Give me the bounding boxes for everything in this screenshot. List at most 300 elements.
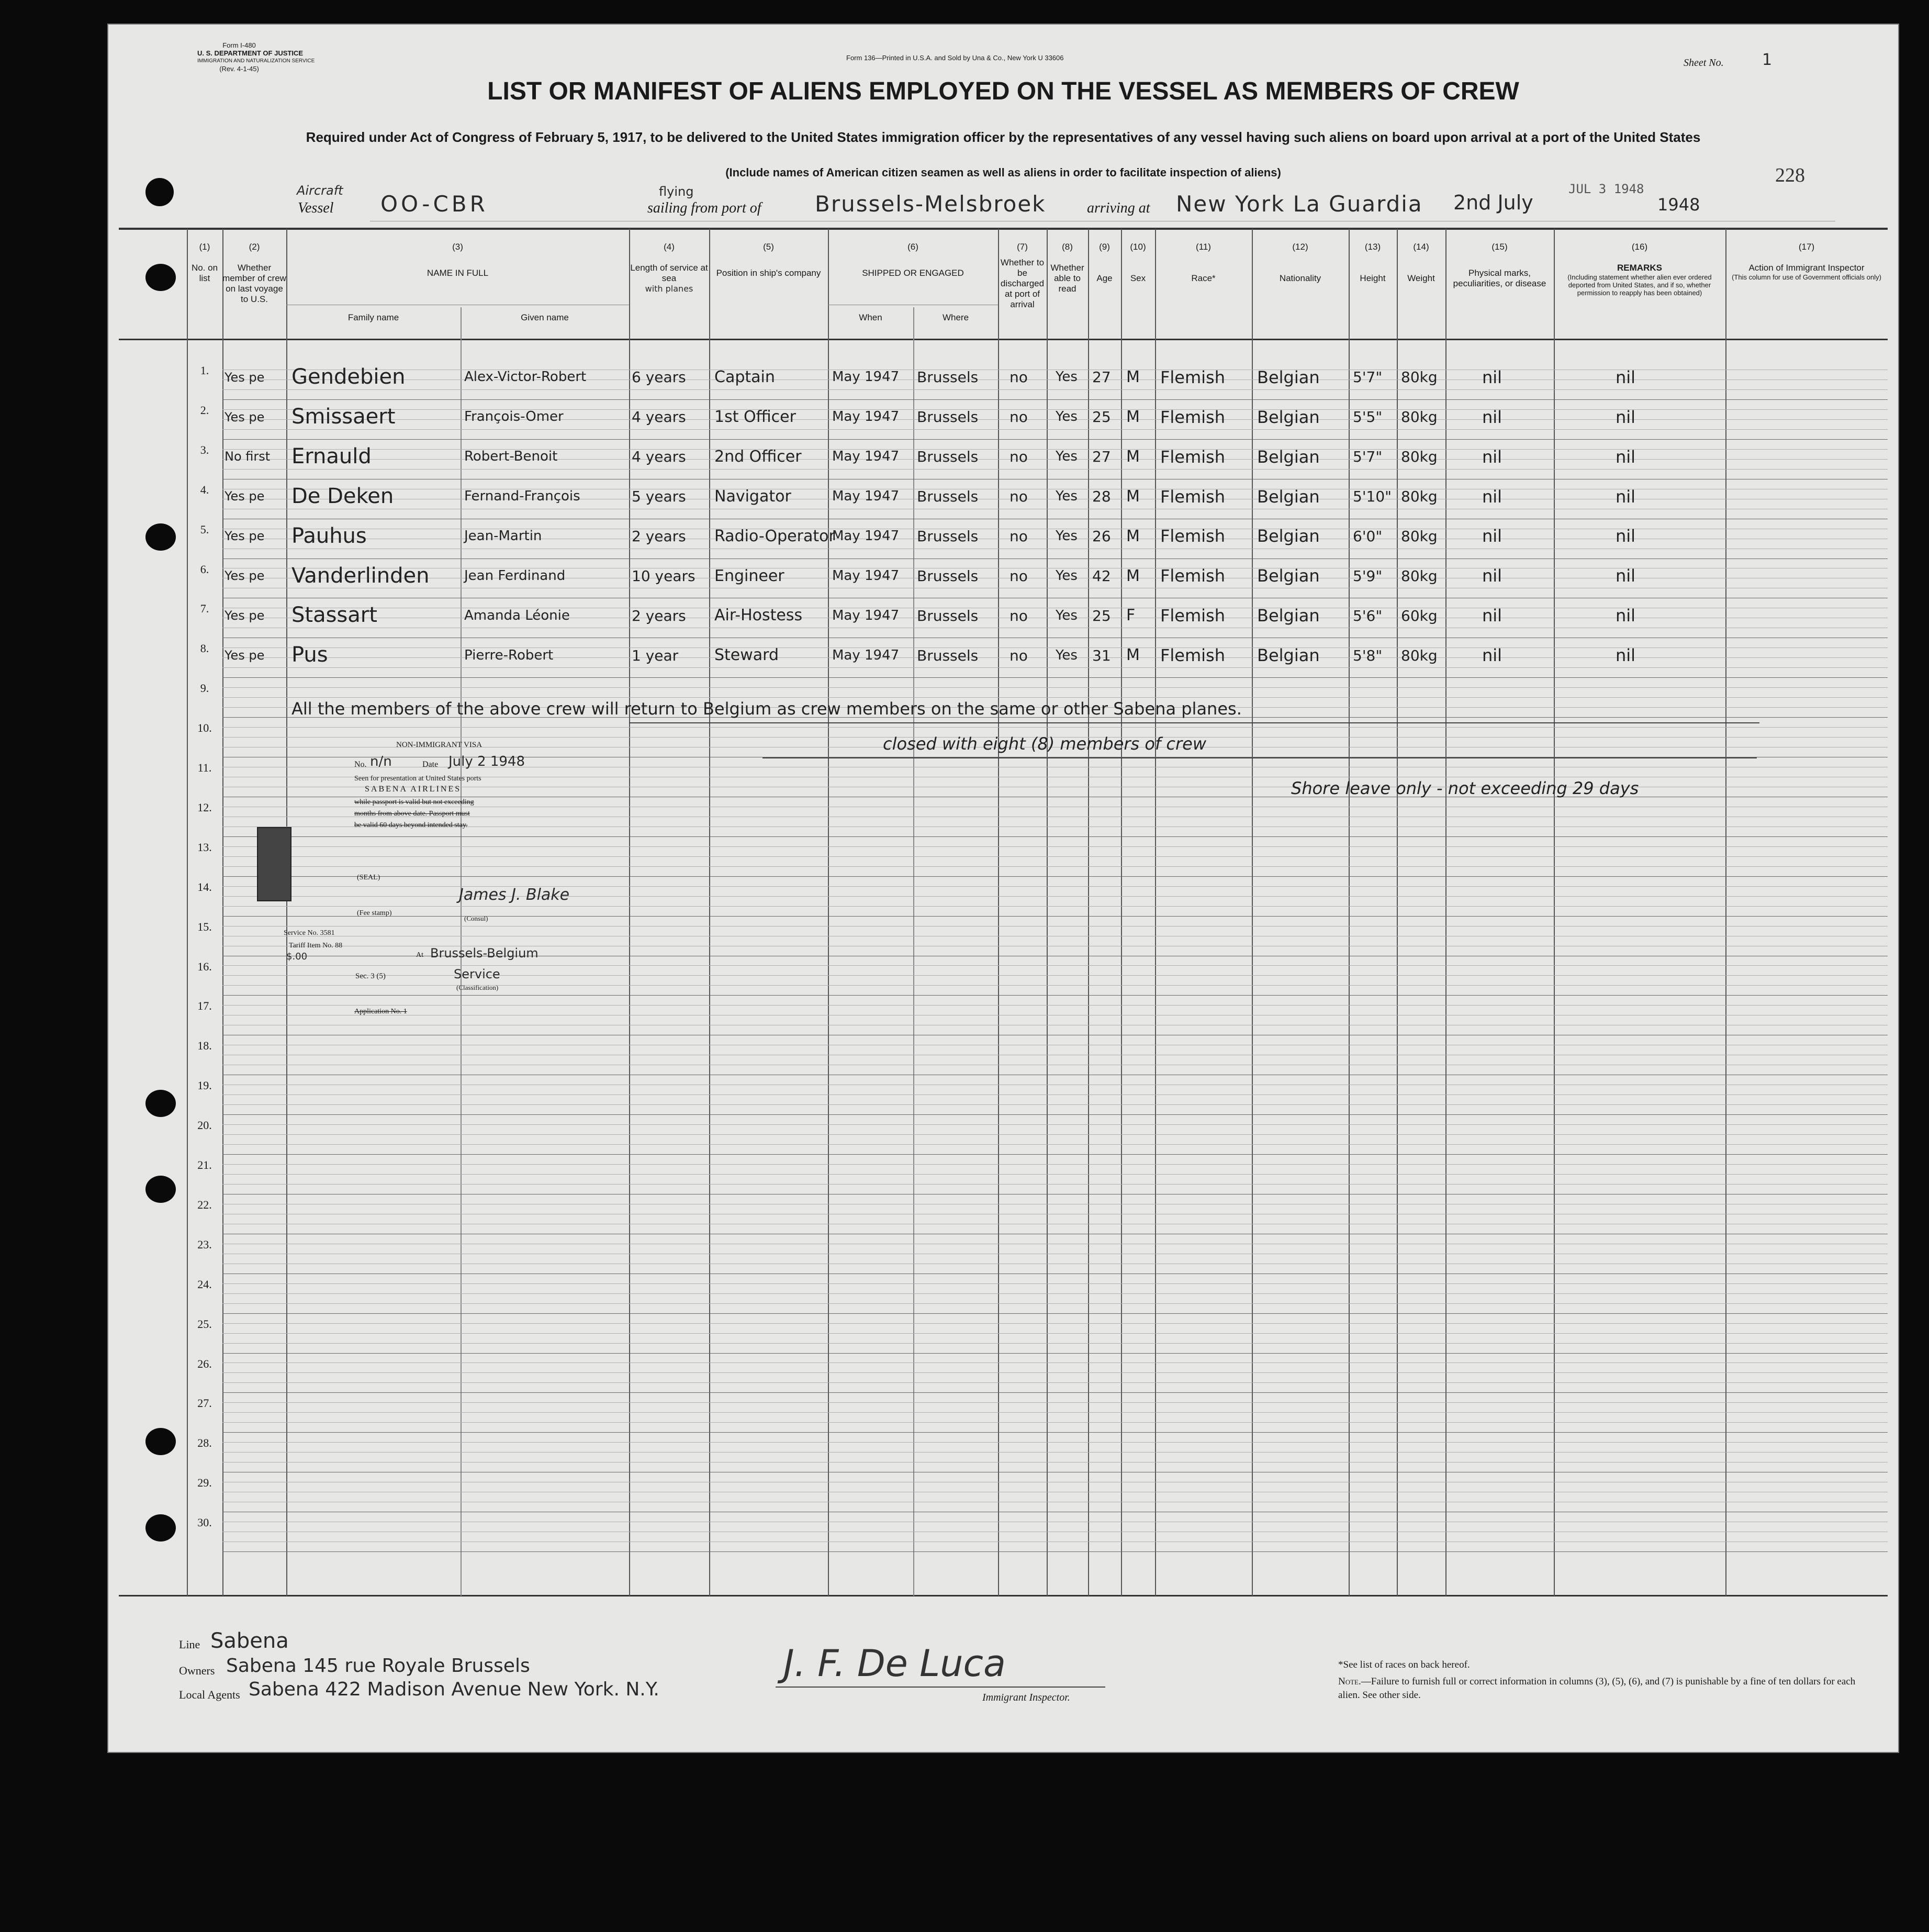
ruling-line <box>222 856 1888 857</box>
row-number: 1. <box>200 364 209 377</box>
col-7-label: Whether to be discharged at port of arrival <box>1000 258 1045 309</box>
crew-age: 31 <box>1092 646 1111 664</box>
visa-fee: $.00 <box>286 951 308 962</box>
ruling-line <box>222 1323 1888 1324</box>
ruling-line <box>222 1144 1888 1145</box>
ruling-line <box>222 1422 1888 1423</box>
consul-signature: James J. Blake <box>459 886 570 904</box>
crew-sex: F <box>1126 606 1136 625</box>
row-number: 17. <box>197 999 212 1013</box>
col-16-label: REMARKS <box>1617 263 1662 273</box>
col-10-label: Sex <box>1130 273 1146 283</box>
crew-sex: M <box>1126 447 1140 466</box>
service: IMMIGRATION AND NATURALIZATION SERVICE <box>197 58 315 64</box>
col-11-label: Race* <box>1191 273 1216 283</box>
punch-hole <box>145 178 174 206</box>
ruling-line <box>222 399 1888 400</box>
crew-family-name: Stassart <box>291 603 377 628</box>
ruling-line <box>222 1303 1888 1304</box>
crew-given-name: François-Omer <box>464 409 564 425</box>
visa-application: Application No. 1 <box>354 1008 407 1015</box>
punch-hole <box>145 523 176 551</box>
manifest-sheet <box>107 24 1899 1753</box>
shipped-when-header: When <box>859 312 882 322</box>
col-divider-15 <box>1445 229 1446 1596</box>
arrival-port: New York La Guardia <box>1176 191 1423 217</box>
received-date-stamp: JUL 3 1948 <box>1568 182 1644 196</box>
crew-weight: 80kg <box>1401 487 1438 505</box>
row-10-note: closed with eight (8) members of crew <box>883 734 1207 754</box>
crew-prev-voyage: No first <box>225 449 271 464</box>
crew-engaged-where: Brussels <box>917 487 979 505</box>
crew-position: Captain <box>714 368 775 386</box>
col-14-label: Weight <box>1407 273 1435 283</box>
visa-line-1: Seen for presentation at United States ports <box>354 775 481 783</box>
ruling-line <box>222 389 1888 390</box>
crew-weight: 60kg <box>1401 607 1438 624</box>
col-4-label: Length of service at sea <box>630 263 708 283</box>
row-number: 11. <box>197 761 212 774</box>
crew-age: 42 <box>1092 567 1111 585</box>
row-number: 29. <box>197 1476 212 1490</box>
col-4-note: with planes <box>645 284 693 294</box>
crew-race: Flemish <box>1160 606 1225 626</box>
col-17-num: (17) <box>1798 242 1815 252</box>
row-9-underline <box>629 722 1759 723</box>
printer-line: Form 136—Printed in U.S.A. and Sold by Una & Co., New York U 33606 <box>846 54 1064 62</box>
crew-able-to-read: Yes <box>1056 449 1078 465</box>
ruling-line <box>222 1353 1888 1354</box>
col-12-label: Nationality <box>1279 273 1321 283</box>
ruling-line <box>222 1343 1888 1344</box>
crew-discharge: no <box>1010 368 1028 386</box>
form-id-block <box>197 41 315 73</box>
fine-note <box>1338 1675 1861 1702</box>
footer-agents-value: Sabena 422 Madison Avenue New York. N.Y. <box>249 1679 659 1700</box>
row-9-note: All the members of the above crew will return to Belgium as crew members on the same or other Sabena planes. <box>291 699 1242 719</box>
col-8-label: Whether able to read <box>1050 263 1084 294</box>
row-number: 30. <box>197 1516 212 1529</box>
crew-position: Radio-Operator <box>714 527 835 545</box>
col-9-label: Age <box>1096 273 1113 283</box>
row-number: 8. <box>200 642 209 655</box>
row-number: 26. <box>197 1357 212 1370</box>
row-number: 16. <box>197 959 212 973</box>
col-14-num: (14) <box>1413 242 1429 252</box>
row-number: 2. <box>200 403 209 417</box>
crew-nationality: Belgian <box>1257 566 1320 586</box>
crew-physical-marks: nil <box>1482 645 1502 666</box>
crew-position: 1st Officer <box>714 407 796 426</box>
row-number: 20. <box>197 1119 212 1132</box>
crew-engaged-when: May 1947 <box>832 449 900 465</box>
col-5-num: (5) <box>763 242 774 252</box>
crew-family-name: De Deken <box>291 484 394 508</box>
crew-service-length: 4 years <box>632 448 686 465</box>
row-number: 27. <box>197 1397 212 1410</box>
col-16-note: (Including statement whether alien ever ordered deported from United States, and if so, whether permission to reapply has been obtained) <box>1567 273 1712 297</box>
crew-discharge: no <box>1010 408 1028 426</box>
col-11-num: (11) <box>1196 242 1211 252</box>
row-number: 23. <box>197 1237 212 1251</box>
crew-race: Flemish <box>1160 526 1225 546</box>
col-15-label: Physical marks, peculiarities, or disease <box>1453 268 1546 288</box>
form-title: LIST OR MANIFEST OF ALIENS EMPLOYED ON THE VESSEL AS MEMBERS OF CREW <box>487 77 1519 105</box>
arrival-year: 1948 <box>1657 195 1700 215</box>
col-17-header <box>1725 242 1888 281</box>
ruling-line <box>222 1124 1888 1125</box>
crew-nationality: Belgian <box>1257 606 1320 626</box>
crew-age: 26 <box>1092 527 1111 545</box>
crew-weight: 80kg <box>1401 646 1438 664</box>
crew-sex: M <box>1126 566 1140 585</box>
row-number: 9. <box>200 682 209 695</box>
row-number: 14. <box>197 880 212 894</box>
col-10-num: (10) <box>1130 242 1146 252</box>
crew-engaged-where: Brussels <box>917 368 979 386</box>
col-divider-3 <box>286 229 287 1596</box>
ruling-line <box>222 1551 1888 1552</box>
row-number: 7. <box>200 602 209 616</box>
ruling-line <box>222 1452 1888 1453</box>
col-divider-5 <box>709 229 710 1596</box>
crew-given-name: Amanda Léonie <box>464 607 570 623</box>
ruling-line <box>222 1283 1888 1284</box>
crew-given-name: Pierre-Robert <box>464 647 554 663</box>
col-divider-1 <box>187 229 188 1596</box>
visa-no-value: n/n <box>370 754 392 769</box>
ruling-line <box>222 995 1888 996</box>
visa-line-3: while passport is valid but not exceeding <box>354 798 474 806</box>
crew-service-length: 6 years <box>632 368 686 386</box>
ruling-line <box>222 866 1888 867</box>
visa-seal: (SEAL) <box>357 874 380 881</box>
crew-engaged-when: May 1947 <box>832 607 900 623</box>
crew-physical-marks: nil <box>1482 486 1502 507</box>
crew-prev-voyage: Yes pe <box>225 370 265 385</box>
col-17-label: Action of Immigrant Inspector <box>1748 263 1865 273</box>
ruling-line <box>222 1174 1888 1175</box>
col-2-header <box>222 242 286 305</box>
col-14-header <box>1397 242 1445 284</box>
crew-remarks: nil <box>1616 606 1636 626</box>
vessel-name: OO-CBR <box>380 191 488 217</box>
crew-service-length: 2 years <box>632 527 686 545</box>
col-13-label: Height <box>1360 273 1386 283</box>
col-1-num: (1) <box>199 242 210 252</box>
crew-able-to-read: Yes <box>1056 607 1078 623</box>
ruling-line <box>222 876 1888 877</box>
row-number: 12. <box>197 800 212 814</box>
crew-race: Flemish <box>1160 367 1225 387</box>
visa-sec-label: Sec. 3 (5) <box>355 972 386 980</box>
col-15-header <box>1445 242 1554 289</box>
crew-family-name: Smissaert <box>291 404 396 429</box>
col-divider-9 <box>1088 229 1089 1596</box>
col-16-header <box>1554 242 1725 297</box>
row-10-underline <box>762 757 1757 758</box>
ruling-line <box>222 469 1888 470</box>
ruling-line <box>222 1104 1888 1105</box>
crew-nationality: Belgian <box>1257 486 1320 507</box>
crew-nationality: Belgian <box>1257 367 1320 387</box>
ruling-line <box>222 1154 1888 1155</box>
footer-owners-value: Sabena 145 rue Royale Brussels <box>226 1655 530 1677</box>
visa-classification-label: (Classification) <box>456 984 499 991</box>
form-note: (Include names of American citizen seamen as well as aliens in order to facilitate inspection of aliens) <box>725 166 1281 179</box>
crew-remarks: nil <box>1616 566 1636 586</box>
crew-family-name: Pus <box>291 643 328 667</box>
crew-remarks: nil <box>1616 486 1636 507</box>
col-6-header <box>828 242 998 278</box>
crew-engaged-where: Brussels <box>917 646 979 664</box>
col-4-num: (4) <box>664 242 675 252</box>
ruling-line <box>222 697 1888 698</box>
ruling-line <box>222 1402 1888 1403</box>
col-11-header <box>1155 242 1252 284</box>
ruling-line <box>222 1293 1888 1294</box>
col-divider-7 <box>998 229 999 1596</box>
col-6-label: SHIPPED OR ENGAGED <box>862 268 964 278</box>
crew-age: 28 <box>1092 487 1111 505</box>
col-divider-8 <box>1047 229 1048 1596</box>
crew-race: Flemish <box>1160 446 1225 467</box>
col-16-num: (16) <box>1631 242 1648 252</box>
crew-discharge: no <box>1010 567 1028 585</box>
crew-height: 5'8" <box>1353 646 1383 664</box>
crew-discharge: no <box>1010 527 1028 545</box>
ruling-line <box>222 1372 1888 1373</box>
row-number: 13. <box>197 840 212 854</box>
punch-hole <box>145 1514 176 1542</box>
rev: (Rev. 4-1-45) <box>219 65 259 73</box>
crew-remarks: nil <box>1616 446 1636 467</box>
col-15-num: (15) <box>1491 242 1508 252</box>
fee-stamp-image <box>257 827 291 901</box>
crew-height: 5'7" <box>1353 368 1383 386</box>
crew-prev-voyage: Yes pe <box>225 409 265 425</box>
family-name-header: Family name <box>347 312 399 322</box>
crew-service-length: 5 years <box>632 487 686 505</box>
ruling-line <box>222 846 1888 847</box>
crew-physical-marks: nil <box>1482 367 1502 387</box>
crew-nationality: Belgian <box>1257 526 1320 546</box>
crew-service-length: 10 years <box>632 567 696 585</box>
crew-remarks: nil <box>1616 407 1636 427</box>
visa-title: NON-IMMIGRANT VISA <box>396 741 483 749</box>
crew-engaged-where: Brussels <box>917 408 979 426</box>
col-divider-16 <box>1554 229 1555 1596</box>
ruling-line <box>222 1392 1888 1393</box>
crew-engaged-when: May 1947 <box>832 369 900 385</box>
crew-engaged-when: May 1947 <box>832 567 900 584</box>
ruling-line <box>222 1005 1888 1006</box>
crew-discharge: no <box>1010 607 1028 624</box>
crew-height: 5'5" <box>1353 408 1383 426</box>
crew-height: 5'9" <box>1353 567 1383 585</box>
crew-sex: M <box>1126 407 1140 426</box>
col-divider-13 <box>1349 229 1350 1596</box>
departure-port: Brussels-Melsbroek <box>815 191 1046 217</box>
crew-remarks: nil <box>1616 367 1636 387</box>
col-17-note: (This column for use of Government officials only) <box>1732 273 1881 281</box>
col-6-num: (6) <box>907 242 918 252</box>
form-subtitle: Required under Act of Congress of February 5, 1917, to be delivered to the United States immigration officer by the representatives of any vessel having such aliens on board upon arrival at a port of the United States <box>306 129 1701 145</box>
col-3-num: (3) <box>452 242 463 252</box>
col-8-num: (8) <box>1062 242 1073 252</box>
arriving-label: arriving at <box>1087 200 1150 216</box>
ruling-line <box>222 965 1888 966</box>
crew-position: 2nd Officer <box>714 447 802 466</box>
crew-discharge: no <box>1010 487 1028 505</box>
crew-given-name: Fernand-François <box>464 488 580 505</box>
punch-hole <box>145 1176 176 1203</box>
crew-sex: M <box>1126 646 1140 665</box>
crew-weight: 80kg <box>1401 368 1438 386</box>
col-8-header <box>1047 242 1088 294</box>
inspector-signature-line <box>776 1687 1105 1688</box>
form-id: Form I-480 <box>222 41 256 49</box>
col-12-header <box>1252 242 1349 284</box>
crew-weight: 80kg <box>1401 527 1438 545</box>
visa-line-5: be valid 60 days beyond intended stay. <box>354 821 468 829</box>
ruling-line <box>222 667 1888 668</box>
crew-nationality: Belgian <box>1257 407 1320 427</box>
crew-physical-marks: nil <box>1482 526 1502 546</box>
visa-classification: Service <box>454 967 500 981</box>
crew-age: 27 <box>1092 448 1111 465</box>
vessel-prefix: Aircraft <box>297 183 343 198</box>
ruling-line <box>222 906 1888 907</box>
crew-family-name: Pauhus <box>291 523 367 548</box>
row-number: 6. <box>200 562 209 576</box>
crew-remarks: nil <box>1616 645 1636 666</box>
ruling-line <box>222 1164 1888 1165</box>
ruling-line <box>222 1412 1888 1413</box>
row-number: 25. <box>197 1317 212 1331</box>
col-divider-17 <box>1725 229 1726 1596</box>
col-divider-2 <box>222 229 223 1596</box>
crew-age: 27 <box>1092 368 1111 386</box>
crew-given-name: Alex-Victor-Robert <box>464 369 587 385</box>
shipped-where-header: Where <box>942 312 969 322</box>
col-1-label: No. on list <box>191 263 218 283</box>
visa-consul-label: (Consul) <box>464 914 488 922</box>
visa-date-label: Date <box>422 760 439 769</box>
inspector-signature: J. F. De Luca <box>783 1642 1006 1685</box>
col-divider-12 <box>1252 229 1253 1596</box>
punch-hole <box>145 264 176 291</box>
col-10-header <box>1121 242 1155 284</box>
col-3-header <box>286 242 629 278</box>
col-divider-11 <box>1155 229 1156 1596</box>
row-number: 19. <box>197 1079 212 1092</box>
footer-line-value: Sabena <box>210 1629 289 1653</box>
crew-able-to-read: Yes <box>1056 488 1078 505</box>
col-7-header <box>998 242 1047 310</box>
col-9-header <box>1088 242 1121 284</box>
crew-able-to-read: Yes <box>1056 528 1078 544</box>
crew-engaged-when: May 1947 <box>832 647 900 663</box>
crew-family-name: Vanderlinden <box>291 563 430 588</box>
col-1-header <box>187 242 222 284</box>
ruling-line <box>222 1184 1888 1185</box>
crew-position: Steward <box>714 646 779 665</box>
crew-sex: M <box>1126 527 1140 545</box>
row-number: 10. <box>197 721 212 735</box>
crew-sex: M <box>1126 368 1140 386</box>
col-9-num: (9) <box>1099 242 1110 252</box>
crew-nationality: Belgian <box>1257 446 1320 467</box>
footer-owners-label: Owners <box>179 1664 215 1677</box>
col-5-header <box>709 242 828 278</box>
crew-prev-voyage: Yes pe <box>225 568 265 584</box>
sheet-number: 1 <box>1762 51 1773 69</box>
col-divider-10 <box>1121 229 1122 1596</box>
visa-fee-stamp-label: (Fee stamp) <box>357 909 392 917</box>
col-2-num: (2) <box>249 242 260 252</box>
header-bottom-border <box>119 339 1888 340</box>
table-bottom-border <box>119 1595 1888 1596</box>
col-7-num: (7) <box>1017 242 1028 252</box>
visa-at-value: Brussels-Belgium <box>430 946 539 961</box>
sheet-label: Sheet No. <box>1684 57 1724 69</box>
crew-weight: 80kg <box>1401 567 1438 585</box>
crew-engaged-where: Brussels <box>917 607 979 624</box>
ruling-line <box>222 1114 1888 1115</box>
row-number: 4. <box>200 483 209 496</box>
table-top-border <box>119 228 1888 230</box>
row-number: 21. <box>197 1158 212 1171</box>
crew-race: Flemish <box>1160 486 1225 507</box>
ruling-line <box>222 1442 1888 1443</box>
col-13-num: (13) <box>1364 242 1381 252</box>
crew-discharge: no <box>1010 646 1028 664</box>
crew-engaged-where: Brussels <box>917 448 979 465</box>
row-number: 5. <box>200 522 209 536</box>
col-divider-14 <box>1397 229 1398 1596</box>
col-12-num: (12) <box>1292 242 1308 252</box>
crew-height: 5'7" <box>1353 448 1383 465</box>
crew-family-name: Gendebien <box>291 365 406 389</box>
crew-engaged-when: May 1947 <box>832 528 900 544</box>
ruling-line <box>222 1333 1888 1334</box>
ruling-line <box>222 1432 1888 1433</box>
ruling-line <box>222 836 1888 837</box>
col-2-label: Whether member of crew on last voyage to U.S. <box>222 263 286 304</box>
crew-able-to-read: Yes <box>1056 369 1078 385</box>
col-divider-4 <box>629 229 630 1596</box>
visa-date-value: July 2 1948 <box>448 754 525 769</box>
col-4-header <box>629 242 709 294</box>
crew-engaged-where: Brussels <box>917 567 979 585</box>
row-number: 24. <box>197 1277 212 1291</box>
crew-service-length: 4 years <box>632 408 686 426</box>
crew-given-name: Jean Ferdinand <box>464 567 566 584</box>
ruling-line <box>222 727 1888 728</box>
crew-weight: 80kg <box>1401 408 1438 426</box>
crew-prev-voyage: Yes pe <box>225 608 265 623</box>
crew-physical-marks: nil <box>1482 566 1502 586</box>
inspector-label: Immigrant Inspector. <box>982 1692 1070 1703</box>
row-number: 18. <box>197 1039 212 1053</box>
row-11-note: Shore leave only - not exceeding 29 days <box>1291 778 1639 798</box>
agency: U. S. DEPARTMENT OF JUSTICE <box>197 49 303 57</box>
col-divider-6 <box>828 229 829 1596</box>
crew-race: Flemish <box>1160 407 1225 427</box>
visa-at-label: At <box>416 951 423 959</box>
row-number: 15. <box>197 920 212 933</box>
